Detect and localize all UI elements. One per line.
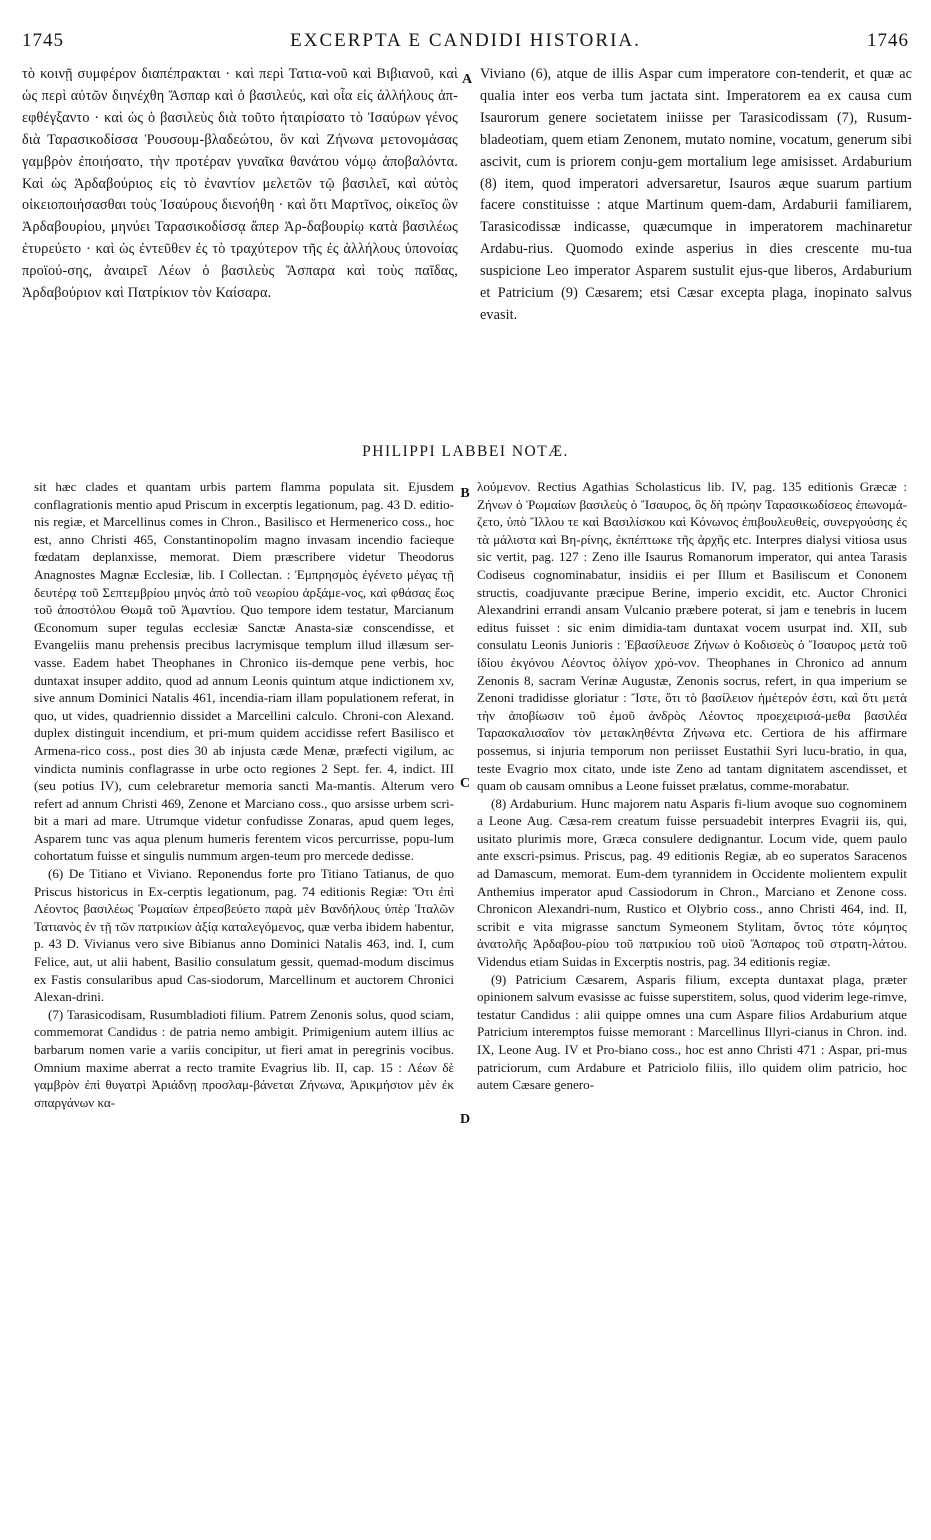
latin-translation-column (480, 64, 912, 327)
note-paragraph-cont: λούμενον. Rectius Agathias Scholasticus lib. IV, pag. 135 editionis Græcæ : Ζήνων ὁ Ῥωμαίων βασιλεὺς ὁ Ἴσαυρος, ὃς δὴ πρώην Ταρασικωδίσεος ἐπωνομά-ζετο, ὑπὸ Ἴλλου τε καὶ Βασιλίσκου καὶ Κόνωνος ἐπιβουλευθείς, συνεργούσης ἐς τὰ μάλιστα καὶ Βη-ρίνης, ἐκπέπτωκε τῆς ἀρχῆς etc. Interpres dialysi vitiosa usus sic vertit, pag. 127 : Zeno ille Isaurus Romanorum imperator, qui antea Tarasis Codiseus cognominabatur, insidiis ei per Illum et Basiliscum et Cononem structis, coadjuvante præcipue Berine, imperio excidit, etc. Auctor Chronici Alexandrini errandi ansam Vulcanio præbere poterat, si jam e tenebris in lucem editus fuisset : sic enim dimidia-tam duntaxat vocem usurpat ind. XII, sub consulatu Leonis Junioris : Ἐβασίλευσε Ζήνων ὁ Κοδισεὺς ὁ Ἴσαυρος μετὰ τοῦ ἰδίου ἐκγόνου Λέοντος ὀλίγον χρό-νον. Theophanes in Chronico ad annum Zenonis 8, sacram Verinæ Augustæ, Zenonis socrus, refert, in qua imperium se Zenoni tradidisse gloriatur : Ἴστε, ὅτι τὸ βασίλειον ἡμέτερόν ἐστι, καὶ ὅτι μετὰ τὴν ἀποβίωσιν τοῦ ἐμοῦ ἀνδρὸς Λέοντος προεχειρισά-μεθα βασιλέα Ταρασκαλισαῖον τὸν μετακληθέντα Ζήνωνα etc. Certiora de his affirmare possemus, si injuria temporum non periisset Eustathii Syri lucu-bratio, in qua, teste Evagrio mox citato, unde iste Zeno ad tantam dignitatem ascendisset, et quam ob causam omnibus a Leone fuisset prælatus, comme-morabatur. (477, 479, 907, 794)
note-paragraph-9: (9) Patricium Cæsarem, Asparis filium, excepta duntaxat plaga, præter opinionem salvum evasisse ac fuisse superstitem, solus, quod viderim lege-rimve, testatur Candidus : alii quippe omnes una cum Aspare filios Ardaburium atque Patricium interemptos fuisse memorant : Marcellinus Illyri-cianus in Chron. ind. IX, Leone Aug. IV et Pro-biano coss., hoc est anno Christi 471 : Aspar, pri-mus patriciorum, cum Ardabure et Patriciolo filiis, illo quidem olim patricio, hoc autem Cæsare genero- (477, 971, 907, 1093)
margin-marker-a: A (461, 72, 473, 87)
note-paragraph-6: (6) De Titiano et Viviano. Reponendus forte pro Titiano Tatianus, de quo Priscus historicus in Ex-cerptis legationum, pag. 74 editionis Regiæ: Ὅτι ἐπὶ Λέοντος βασιλέως Ῥωμαίων ἐπρεσβεύετο παρὰ μὲν Βανδήλους ὑπὲρ Ἰταλῶν Τατιανὸς ἐν τῇ τῶν πατρικίων ἀξίᾳ καταλεγόμενος, quæ verba ibidem habentur, p. 43 D. Vivianus vero sive Bibianus anno Dominici Natalis 463, ind. I, cum Felice, aut, ut alii habent, Basilio consulatum gessit, quemad-modum discimus ex Fastis consularibus apud Cas-siodorum, Marcellinum et auctorem Chronici Alexan-drini. (34, 866, 454, 1005)
margin-marker-c: C (459, 776, 471, 791)
notes-right-column (477, 478, 907, 1094)
page-number-right: 1746 (867, 30, 909, 51)
greek-paragraph: τὸ κοινῇ συμφέρον διαπέπρακται · καὶ περὶ Τατια-νοῦ καὶ Βιβιανοῦ, καὶ ὡς περὶ αὐτῶν διηνέχθη Ἄσπαρ καὶ ὁ βασιλεύς, καὶ οἷα εἰς ἀλλήλους ἀπ-εφθέγξαντο · καὶ ὡς ὁ βασιλεὺς διὰ τοῦτο ἠταιρίσατο τὸ Ἰσαύρων γένος διὰ Ταρασικοδίσσα Ῥουσουμ-βλαδεώτου, ὃν καὶ Ζήνωνα μετονομάσας γαμβρὸν ἐποιήσατο, τὴν προτέραν γυναῖκα θανάτου νόμῳ ἀποβαλόντα. Καὶ ὡς Ἀρδαβούριος εἰς τὸ ἐναντίον μελετῶν τῷ βασιλεῖ, καὶ αὐτὸς οἰκειοποιήσασθαι τοὺς Ἰσαύρους διενοήθη · καὶ ὅτι Μαρτῖνος, οἰκεῖος ὢν Ἀρδαβουρίου, μηνύει Ταρασικοδίσσᾳ ἅπερ Ἀρ-δαβουρίῳ κατὰ βασιλέως ἐτυρεύετο · καὶ ὡς ἐντεῦθεν ἐς τὸ τραχύτερον τῆς ἐς ἀλλήλους ὑπονοίας προϊού-σης, ἀναιρεῖ Λέων ὁ βασιλεὺς Ἄσπαρα καὶ τοὺς παῖδας, Ἀρδαβούριον καὶ Πατρίκιον τὸν Καίσαρα. (22, 66, 458, 302)
notes-heading: PHILIPPI LABBEI NOTÆ. (362, 443, 569, 460)
running-title: EXCERPTA E CANDIDI HISTORIA. (290, 30, 641, 51)
notes-left-column (34, 478, 454, 1111)
greek-text-column (22, 64, 458, 305)
latin-paragraph: Viviano (6), atque de illis Aspar cum imperatore con-tenderit, et quæ ac qualia inter eos verba tum jactata sint. Imperatorem ea ex causa cum Isaurorum genere societatem iniisse per Tarasicodissam (7), Rusum-bladeotiam, quem etiam Zenonem, mutato nomine, vocatum, generum sibi ascivit, cum is priorem conju-gem mortalium lege amisisset. Ardaburium (8) item, quod imperatori adversaretur, Isauros æque suarum partium facere constituisse : atque Martinum quem-dam, Ardaburii familiarem, Tarasicodissæ indicasse, quæcumque in imperatorem machinaretur Ardabu-rius. Quomodo exinde asperius in dies crescente mu-tua suspicione Leo imperator Asparem sustulit ejus-que liberos, Ardaburium et Patricium (9) Cæsarem; etsi Cæsar excepta plaga, inopinato salvus evasit. (480, 66, 912, 323)
running-head (22, 30, 909, 58)
note-paragraph: sit hæc clades et quantam urbis partem flamma populata sit. Ejusdem conflagrationis mentio apud Priscum in excerptis legationum, pag. 43 D. editio-nis regiæ, et Marcellinus comes in Chron., Basilisco et Hermenerico coss., hoc est, anno Christi 465, Constantinopolim magno invasam incendio facieque fœdatam deplanxisse, memorat. Diem præscribere videtur Theodorus Anagnostes Magnæ Ecclesiæ, lib. I Collectan. : Ἐμπρησμὸς ἐγένετο μέγας τῇ δευτέρᾳ τοῦ Σεπτεμβρίου μηνὸς ἀπὸ τοῦ νεωρίου ἀρξάμε-νος, καὶ φθάσας ἕως τοῦ ἀποστόλου Θωμᾶ τοῦ Ἀμαντίου. Quo tempore idem testatur, Marcianum Œconomum super tegulas ecclesiæ Sanctæ Anasta-siæ conscendisse, et Evangeliis manu prehensis precibus lacrymisque templum illud illæsum ser-vasse. Eadem habet Theophanes in Chronico iis-demque pene verbis, hoc duntaxat insuper addito, quod ad annum Leonis quintum atque indictionem xv, sive annum Dominici Natalis 461, incendia-riam illam populationem referat, in quo, ut vides, quadriennio dissidet a Marcellini calculo. Chroni-con Alexand. duplex distinguit incendium, et pri-mum quidem accidisse refert Basilisco et Armena-rico coss., post dies 30 ab injusta cæde Menæ, præfecti vigilum, ac vindicta numinis conflagrasse in urbe octo regiones 2 Sept. fer. 4, indict. III (seu potius IV), cum celebraretur memoria sancti Ma-mantis. Alterum vero refert ad annum Christi 469, Zenone et Marciano coss., quo arsisse urbem scri-bit a mari ad mare. Utrumque videtur confudisse Zonaras, apud quem leges, Asparem tunc vas aqua plenum humeris ferentem vicos percurrisse, popu-lum cohortatum fuisse et singulis nummum argen-teum pro mercede dedisse. (34, 479, 454, 864)
note-paragraph-7: (7) Tarasicodisam, Rusumbladioti filium. Patrem Zenonis solus, quod sciam, commemorat Candidus : de patria nemo ambigit. Primigenium autem illius ac barbarum nomen varie a variis concipitur, ut fieri amat in peregrinis vocibus. Omnium maxime aberrat a recto tramite Evagrius lib. II, cap. 15 : Λέων δὲ γαμβρὸν ἐπὶ θυγατρὶ Ἀριάδνῃ προσλαμ-βάνεται Ζήνωνα, Ἀρικμήσιον μὲν ἐκ σπαργάνων κα- (34, 1006, 454, 1110)
page-number-left: 1745 (22, 30, 64, 51)
note-paragraph-8: (8) Ardaburium. Hunc majorem natu Asparis fi-lium avoque suo cognominem a Leone Aug. Cæsa-rem creatum fuisse persuadebit interpres Evagrii iis, qui, usitato plurimis more, Græca consulere dedignantur. Locum vide, quem paulo ante exscri-psimus. Priscus, pag. 49 editionis Regiæ, ab eo superatos Saracenos ad Damascum, memorat. Eum-dem tyrannidem in Occidente molientem expulit Anthemius imperator apud Cassiodorum in Chron., Marciano et Zenone coss. Chronicon Alexandri-num, Rustico et Olybrio coss., anno Christi 464, ind. II, scribit e vita migrasse sanctum Symeonem Stylitam, ὄντος τότε κόμητος ἀνατολῆς Ἀρδαβου-ρίου τοῦ πατρικίου τοῦ υἱοῦ Ἄσπαρος τοῦ στρατη-λάτου. Videndus etiam Suidas in Excerptis nostris, pag. 34 editionis regiæ. (477, 795, 907, 970)
margin-marker-b: B (460, 486, 470, 501)
margin-marker-d: D (459, 1112, 471, 1127)
